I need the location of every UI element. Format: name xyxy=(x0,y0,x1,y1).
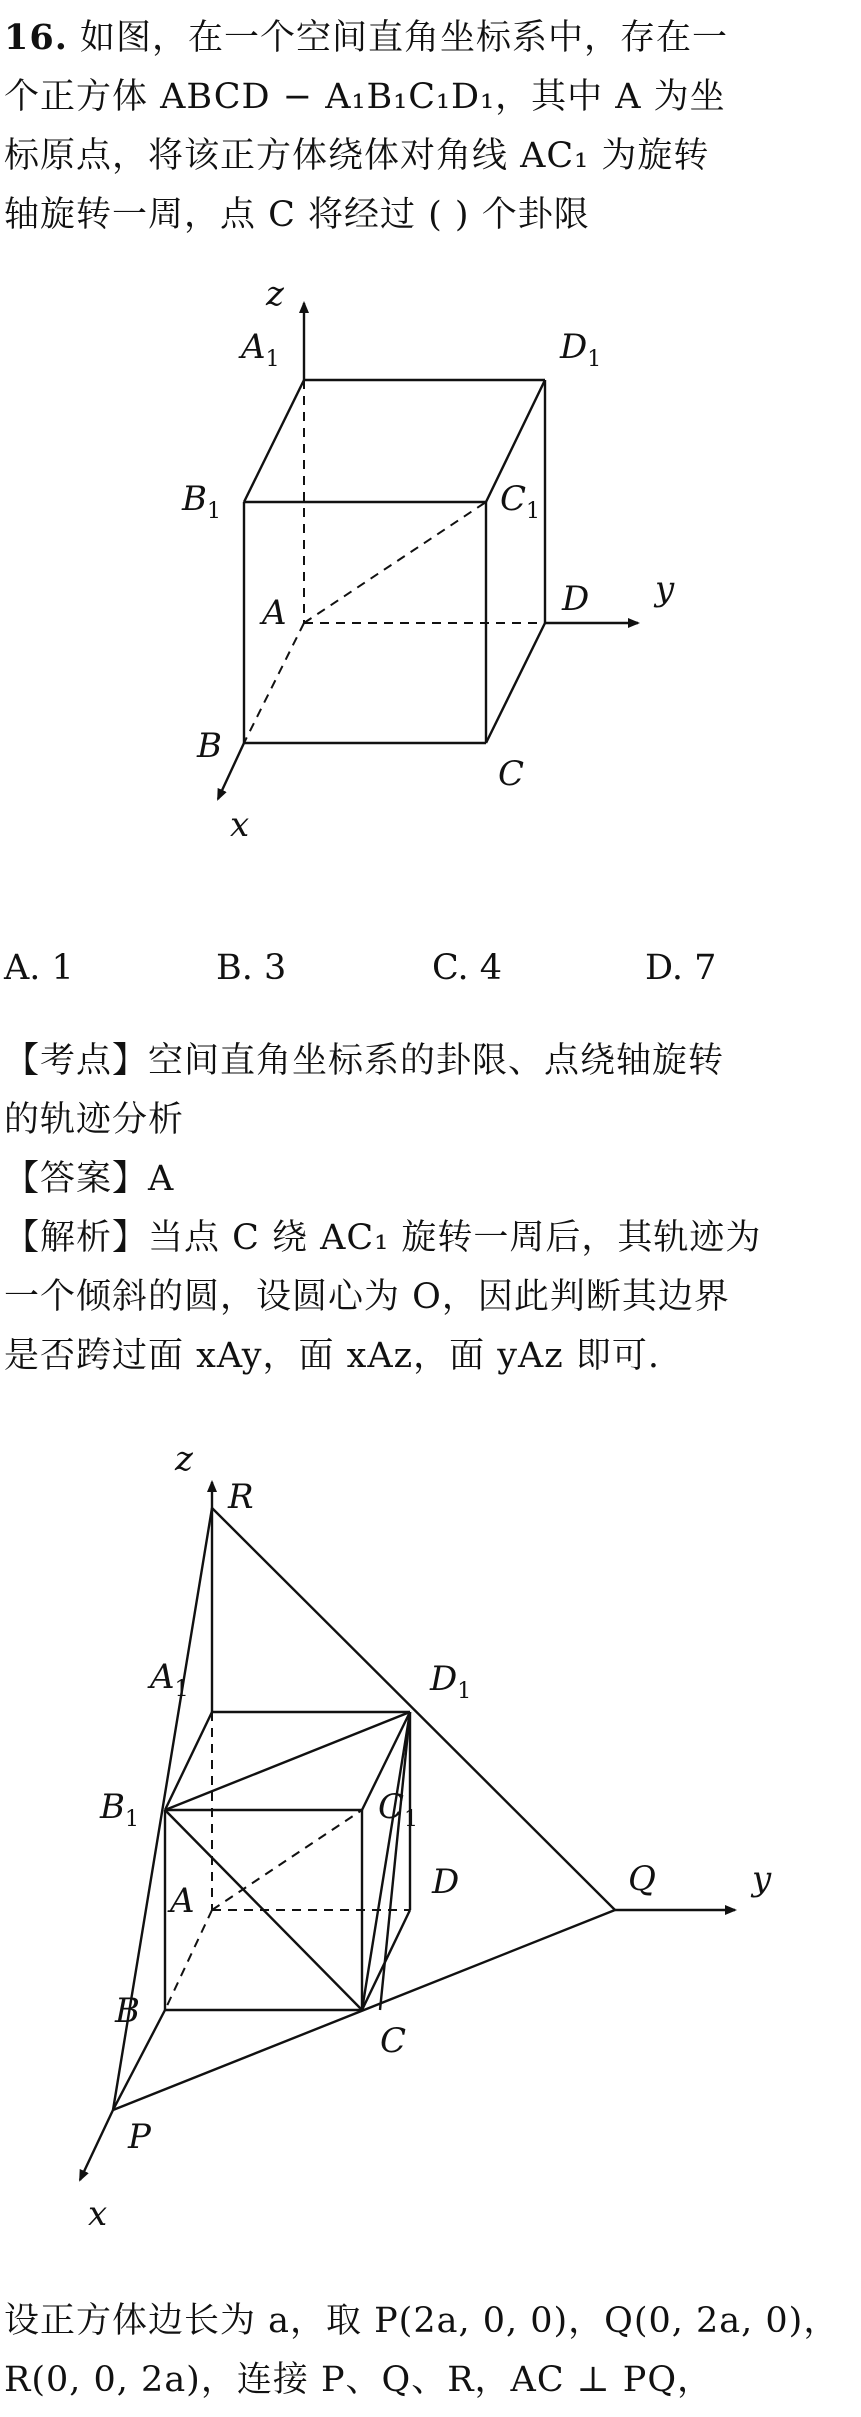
visible-edges xyxy=(244,380,545,743)
label-C1: $C_1$ xyxy=(378,1787,419,1832)
continuation-line: R(0, 0, 2a)，连接 P、Q、R，AC ⊥ PQ， xyxy=(4,2360,714,2400)
label-D: D xyxy=(562,579,590,619)
label-B: B xyxy=(115,1991,140,2031)
label-A: A xyxy=(170,1881,195,1921)
edge-AB xyxy=(165,1910,212,2010)
label-R: R xyxy=(228,1477,254,1517)
label-z: z xyxy=(266,274,284,314)
x-axis xyxy=(80,2110,113,2180)
solution-line: 是否跨过面 xAy，面 xAz，面 yAz 即可. xyxy=(4,1336,660,1376)
solution-line: 一个倾斜的圆，设圆心为 O，因此判断其边界 xyxy=(4,1277,730,1317)
segment-D1C-second xyxy=(380,1712,410,2010)
axes xyxy=(218,303,638,799)
label-A1: $A_1$ xyxy=(241,327,280,372)
label-A: A xyxy=(262,593,287,633)
solution-line: 【答案】A xyxy=(4,1159,175,1199)
question-line: 标原点，将该正方体绕体对角线 AC₁ 为旋转 xyxy=(4,136,710,176)
label-B: B xyxy=(197,726,222,766)
continuation-text xyxy=(4,2292,852,2410)
label-B1: $B_1$ xyxy=(100,1787,139,1832)
edge-DC xyxy=(486,623,545,743)
question-line: 个正方体 ABCD − A₁B₁C₁D₁，其中 A 为坐 xyxy=(4,77,726,117)
label-x: x xyxy=(230,805,250,845)
segment-D1C xyxy=(362,1712,410,2010)
diagonal-AC1 xyxy=(212,1810,362,1910)
option-a: A. 1 xyxy=(4,948,74,988)
solution-line: 的轨迹分析 xyxy=(4,1100,185,1140)
hidden-edges-2 xyxy=(165,1712,410,2010)
cube-figure-1 xyxy=(0,265,861,875)
answer-options xyxy=(4,938,852,998)
figure1-labels xyxy=(181,274,675,845)
label-y: y xyxy=(752,1859,772,1899)
label-y: y xyxy=(655,569,675,609)
solution-line: 【考点】空间直角坐标系的卦限、点绕轴旋转 xyxy=(4,1041,725,1081)
option-b: B. 3 xyxy=(216,948,287,988)
label-z: z xyxy=(175,1440,193,1479)
label-Q: Q xyxy=(628,1859,656,1899)
hidden-edges xyxy=(244,380,545,743)
label-A1: $A_1$ xyxy=(150,1657,189,1702)
visible-edges-2 xyxy=(165,1712,410,2010)
label-B1: $B_1$ xyxy=(182,479,221,524)
label-C: C xyxy=(380,2021,407,2061)
question-number: 16. xyxy=(4,17,68,58)
question-text xyxy=(4,8,852,245)
solution-text xyxy=(4,1032,852,1386)
edge-AB xyxy=(244,623,304,743)
continuation-line: 设正方体边长为 a，取 P(2a, 0, 0)，Q(0, 2a, 0)， xyxy=(4,2301,840,2341)
question-line: 16. 如图，在一个空间直角坐标系中，存在一 xyxy=(4,17,729,58)
label-C: C xyxy=(498,754,525,794)
label-D1: $D_1$ xyxy=(430,1659,472,1704)
option-c: C. 4 xyxy=(432,948,503,988)
label-C1: $C_1$ xyxy=(500,479,541,524)
segment-RQ xyxy=(212,1508,615,1910)
diagonal-AC1 xyxy=(304,502,486,623)
solution-line: 【解析】当点 C 绕 AC₁ 旋转一周后，其轨迹为 xyxy=(4,1218,762,1258)
segment-D1B1 xyxy=(165,1712,410,1810)
cube-figure-2 xyxy=(0,1440,861,2250)
label-P: P xyxy=(128,2117,151,2157)
edge-A1B1 xyxy=(244,380,304,502)
question-line: 轴旋转一周，点 C 将经过 ( ) 个卦限 xyxy=(4,195,590,235)
label-x: x xyxy=(88,2194,108,2234)
label-D1: $D_1$ xyxy=(560,327,602,372)
label-D: D xyxy=(432,1862,460,1902)
option-d: D. 7 xyxy=(645,948,717,988)
